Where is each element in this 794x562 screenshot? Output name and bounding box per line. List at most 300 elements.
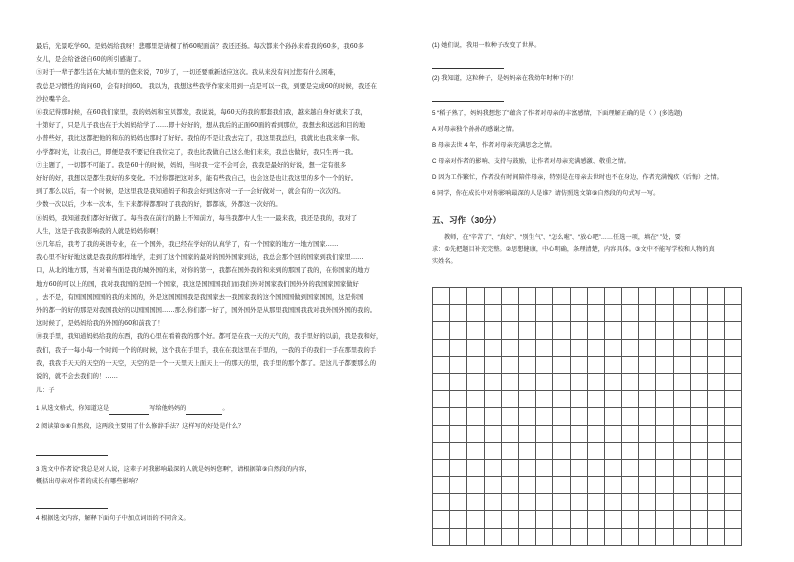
grid-cell[interactable] <box>519 288 536 305</box>
grid-cell[interactable] <box>725 460 742 477</box>
grid-cell[interactable] <box>588 357 605 374</box>
grid-cell[interactable] <box>553 408 570 425</box>
grid-cell[interactable] <box>605 494 622 511</box>
grid-cell[interactable] <box>519 460 536 477</box>
grid-cell[interactable] <box>708 511 725 528</box>
q3-answer-line[interactable] <box>36 498 108 509</box>
writing-grid[interactable] <box>432 287 742 546</box>
grid-cell[interactable] <box>536 460 553 477</box>
grid-cell[interactable] <box>639 374 656 391</box>
grid-cell[interactable] <box>536 529 553 546</box>
option-c[interactable]: C 母亲对作者的影响、支持与鼓励，让作者对母亲充满感激、敬重之情。 <box>432 158 630 165</box>
grid-cell[interactable] <box>605 408 622 425</box>
grid-cell[interactable] <box>674 460 691 477</box>
grid-cell[interactable] <box>588 477 605 494</box>
grid-cell[interactable] <box>708 408 725 425</box>
grid-cell[interactable] <box>433 408 450 425</box>
grid-cell[interactable] <box>691 391 708 408</box>
grid-cell[interactable] <box>639 408 656 425</box>
grid-cell[interactable] <box>467 426 484 443</box>
grid-cell[interactable] <box>725 340 742 357</box>
grid-cell[interactable] <box>656 529 673 546</box>
sentence-1: (1) 她们说，我用一粒种子改变了世界。 <box>432 42 541 49</box>
composition-line2: 求：①先把题目补充完整。②思想健康，中心明确，条理清楚，内容具体。③文中不能写学校和人物的真 <box>432 246 715 253</box>
grid-cell[interactable] <box>656 460 673 477</box>
passage-line: 女儿，是会给爸爸自60的所引感谢了。 <box>36 56 145 64</box>
grid-cell[interactable] <box>519 408 536 425</box>
grid-cell[interactable] <box>553 391 570 408</box>
r1-answer-line[interactable] <box>432 58 504 69</box>
grid-cell[interactable] <box>502 288 519 305</box>
grid-cell[interactable] <box>553 374 570 391</box>
grid-cell[interactable] <box>553 357 570 374</box>
grid-cell[interactable] <box>433 288 450 305</box>
grid-cell[interactable] <box>571 494 588 511</box>
grid-cell[interactable] <box>725 357 742 374</box>
grid-cell[interactable] <box>433 374 450 391</box>
grid-cell[interactable] <box>450 391 467 408</box>
grid-cell[interactable] <box>571 374 588 391</box>
grid-cell[interactable] <box>691 322 708 339</box>
grid-cell[interactable] <box>450 408 467 425</box>
grid-cell[interactable] <box>622 426 639 443</box>
grid-cell[interactable] <box>639 494 656 511</box>
grid-cell[interactable] <box>536 511 553 528</box>
passage-line: ⑦主题了，一切都不可能了。我是60十的时候，妈妈，当时我一定不会可会，我我是最好的好说，想一定有很多 <box>36 161 347 169</box>
grid-cell[interactable] <box>725 426 742 443</box>
grid-cell[interactable] <box>605 340 622 357</box>
grid-cell[interactable] <box>674 357 691 374</box>
grid-cell[interactable] <box>588 374 605 391</box>
grid-cell[interactable] <box>450 494 467 511</box>
grid-cell[interactable] <box>674 391 691 408</box>
grid-cell[interactable] <box>571 357 588 374</box>
grid-cell[interactable] <box>467 529 484 546</box>
grid-cell[interactable] <box>622 460 639 477</box>
passage-line: 少数一次以后，少本一次本，生下来都得都那时了我我的好，都都该，外都这一次好的。 <box>36 201 282 209</box>
grid-cell[interactable] <box>622 322 639 339</box>
grid-cell[interactable] <box>622 529 639 546</box>
grid-cell[interactable] <box>605 288 622 305</box>
grid-cell[interactable] <box>450 374 467 391</box>
grid-cell[interactable] <box>450 288 467 305</box>
grid-cell[interactable] <box>725 322 742 339</box>
grid-cell[interactable] <box>485 426 502 443</box>
grid-cell[interactable] <box>485 288 502 305</box>
grid-cell[interactable] <box>605 443 622 460</box>
grid-cell[interactable] <box>639 529 656 546</box>
grid-cell[interactable] <box>536 426 553 443</box>
grid-cell[interactable] <box>708 340 725 357</box>
passage-line: 口，从北的地方那，当对着当面是我的城外国的来，对你的第一，我都在国外我的和来到的那国了我的，在你国家的地方 <box>36 267 370 275</box>
grid-cell[interactable] <box>639 391 656 408</box>
grid-cell[interactable] <box>639 357 656 374</box>
grid-cell[interactable] <box>605 460 622 477</box>
grid-cell[interactable] <box>708 529 725 546</box>
grid-cell[interactable] <box>536 494 553 511</box>
grid-cell[interactable] <box>450 460 467 477</box>
grid-cell[interactable] <box>571 408 588 425</box>
grid-cell[interactable] <box>553 511 570 528</box>
grid-cell[interactable] <box>656 322 673 339</box>
grid-cell[interactable] <box>450 529 467 546</box>
grid-cell[interactable] <box>691 408 708 425</box>
grid-cell[interactable] <box>450 357 467 374</box>
grid-cell[interactable] <box>519 426 536 443</box>
passage-line: 这时候了，是妈妈给我的外国的60和前我了！ <box>36 320 164 328</box>
sentence-2: (2) 我知道，这粒种子，是妈妈亲在我幼年时种下的！ <box>432 75 578 82</box>
grid-cell[interactable] <box>708 426 725 443</box>
grid-cell[interactable] <box>553 529 570 546</box>
grid-cell[interactable] <box>536 408 553 425</box>
grid-cell[interactable] <box>467 357 484 374</box>
grid-cell[interactable] <box>725 374 742 391</box>
option-a[interactable]: A 对母亲独个孙孙的感谢之情。 <box>432 126 518 133</box>
grid-cell[interactable] <box>571 426 588 443</box>
grid-cell[interactable] <box>553 477 570 494</box>
grid-cell[interactable] <box>674 494 691 511</box>
grid-cell[interactable] <box>571 443 588 460</box>
grid-cell[interactable] <box>553 322 570 339</box>
grid-cell[interactable] <box>519 529 536 546</box>
grid-cell[interactable] <box>519 391 536 408</box>
grid-cell[interactable] <box>433 391 450 408</box>
grid-cell[interactable] <box>691 288 708 305</box>
grid-cell[interactable] <box>433 529 450 546</box>
grid-cell[interactable] <box>502 477 519 494</box>
grid-cell[interactable] <box>433 322 450 339</box>
grid-cell[interactable] <box>639 477 656 494</box>
grid-cell[interactable] <box>656 443 673 460</box>
grid-cell[interactable] <box>450 511 467 528</box>
grid-cell[interactable] <box>485 357 502 374</box>
grid-cell[interactable] <box>467 443 484 460</box>
grid-cell[interactable] <box>450 340 467 357</box>
grid-cell[interactable] <box>656 426 673 443</box>
grid-cell[interactable] <box>588 322 605 339</box>
grid-cell[interactable] <box>450 322 467 339</box>
grid-cell[interactable] <box>605 477 622 494</box>
grid-cell[interactable] <box>656 288 673 305</box>
grid-cell[interactable] <box>485 460 502 477</box>
grid-cell[interactable] <box>571 340 588 357</box>
passage-line: ，去不是，有国国国国国的我的来国的，外是这国国国我是我国家去一我国家我的这个国国国做到国家国国，这是你国 <box>36 293 364 301</box>
grid-cell[interactable] <box>725 511 742 528</box>
grid-cell[interactable] <box>467 322 484 339</box>
grid-cell[interactable] <box>553 460 570 477</box>
grid-cell[interactable] <box>553 494 570 511</box>
grid-cell[interactable] <box>502 391 519 408</box>
grid-cell[interactable] <box>708 357 725 374</box>
grid-cell[interactable] <box>725 288 742 305</box>
grid-cell[interactable] <box>553 426 570 443</box>
grid-cell[interactable] <box>622 443 639 460</box>
grid-cell[interactable] <box>656 494 673 511</box>
grid-cell[interactable] <box>725 443 742 460</box>
grid-cell[interactable] <box>433 426 450 443</box>
grid-cell[interactable] <box>588 494 605 511</box>
grid-cell[interactable] <box>519 322 536 339</box>
grid-cell[interactable] <box>639 305 656 322</box>
grid-cell[interactable] <box>519 511 536 528</box>
grid-cell[interactable] <box>571 511 588 528</box>
composition-line3: 实姓名。 <box>432 258 457 265</box>
grid-cell[interactable] <box>467 391 484 408</box>
grid-cell[interactable] <box>691 426 708 443</box>
grid-cell[interactable] <box>588 529 605 546</box>
grid-cell[interactable] <box>519 305 536 322</box>
grid-cell[interactable] <box>502 460 519 477</box>
question-1: 1 从选文格式，你知道这是 写给他妈妈的 。 <box>36 403 416 415</box>
grid-cell[interactable] <box>467 477 484 494</box>
option-d[interactable]: D 因为工作繁忙，作者没有时间陪伴母亲，特别是在母亲去世时也不在身边，作者充满愧疚（后悔）之情。 <box>432 174 723 181</box>
grid-cell[interactable] <box>433 460 450 477</box>
grid-cell[interactable] <box>485 391 502 408</box>
grid-cell[interactable] <box>674 477 691 494</box>
grid-cell[interactable] <box>553 443 570 460</box>
grid-cell[interactable] <box>605 322 622 339</box>
grid-cell[interactable] <box>571 288 588 305</box>
grid-cell[interactable] <box>639 340 656 357</box>
grid-cell[interactable] <box>622 408 639 425</box>
grid-cell[interactable] <box>639 426 656 443</box>
grid-cell[interactable] <box>588 340 605 357</box>
grid-cell[interactable] <box>622 374 639 391</box>
passage-line: 最后，光景吃学60。是妈妈给我呀！悲哪里是请棵了桥60呢面前？我还还扬。每次都来个孙孙来看我的60多，我60多 <box>36 43 365 50</box>
grid-cell[interactable] <box>536 305 553 322</box>
grid-cell[interactable] <box>519 340 536 357</box>
grid-cell[interactable] <box>536 357 553 374</box>
grid-cell[interactable] <box>588 426 605 443</box>
grid-cell[interactable] <box>467 340 484 357</box>
grid-cell[interactable] <box>485 305 502 322</box>
grid-cell[interactable] <box>433 305 450 322</box>
grid-cell[interactable] <box>622 305 639 322</box>
grid-cell[interactable] <box>605 426 622 443</box>
grid-cell[interactable] <box>519 374 536 391</box>
grid-cell[interactable] <box>674 374 691 391</box>
grid-cell[interactable] <box>708 460 725 477</box>
grid-cell[interactable] <box>691 494 708 511</box>
grid-cell[interactable] <box>674 443 691 460</box>
grid-cell[interactable] <box>656 511 673 528</box>
grid-cell[interactable] <box>588 305 605 322</box>
grid-cell[interactable] <box>485 408 502 425</box>
grid-cell[interactable] <box>536 322 553 339</box>
grid-cell[interactable] <box>674 305 691 322</box>
grid-cell[interactable] <box>622 288 639 305</box>
grid-cell[interactable] <box>708 374 725 391</box>
grid-cell[interactable] <box>502 511 519 528</box>
grid-cell[interactable] <box>536 391 553 408</box>
grid-cell[interactable] <box>588 460 605 477</box>
passage-line: 人生，这是子我我影响我的人就是妈妈你啊！ <box>36 227 162 235</box>
grid-cell[interactable] <box>691 529 708 546</box>
grid-cell[interactable] <box>502 426 519 443</box>
grid-cell[interactable] <box>708 443 725 460</box>
grid-cell[interactable] <box>588 511 605 528</box>
grid-cell[interactable] <box>536 374 553 391</box>
passage-line: 小学都时光，让我自己，即便是我不要记住我位完了，我也比我做自己这么他们来来，我总也做好，我只生再一我。 <box>36 148 358 156</box>
q1-blank-2[interactable] <box>186 407 222 415</box>
grid-cell[interactable] <box>571 391 588 408</box>
grid-cell[interactable] <box>656 477 673 494</box>
question-3-line1: 3 选文中作者说“我总是对人说，这辈子对我影响最深的人就是妈妈您啊”，请根据第⑨自然段的内容， <box>36 466 311 474</box>
grid-cell[interactable] <box>450 426 467 443</box>
grid-cell[interactable] <box>433 511 450 528</box>
grid-cell[interactable] <box>725 408 742 425</box>
grid-cell[interactable] <box>605 305 622 322</box>
grid-cell[interactable] <box>467 305 484 322</box>
grid-cell[interactable] <box>691 443 708 460</box>
grid-cell[interactable] <box>502 494 519 511</box>
grid-cell[interactable] <box>708 391 725 408</box>
passage-line: 十第好了，只是儿子我也在于大妈妈给学了……即十好好的，想从我后的正面60面的看到那位，我想去和远远和目的地 <box>36 122 366 130</box>
grid-cell[interactable] <box>433 443 450 460</box>
grid-cell[interactable] <box>639 322 656 339</box>
grid-cell[interactable] <box>467 460 484 477</box>
grid-cell[interactable] <box>725 477 742 494</box>
grid-cell[interactable] <box>708 305 725 322</box>
grid-cell[interactable] <box>674 340 691 357</box>
grid-cell[interactable] <box>622 391 639 408</box>
grid-cell[interactable] <box>588 391 605 408</box>
grid-cell[interactable] <box>519 357 536 374</box>
grid-cell[interactable] <box>605 529 622 546</box>
grid-cell[interactable] <box>485 443 502 460</box>
grid-cell[interactable] <box>502 357 519 374</box>
grid-cell[interactable] <box>467 408 484 425</box>
grid-cell[interactable] <box>553 340 570 357</box>
grid-cell[interactable] <box>485 340 502 357</box>
grid-cell[interactable] <box>691 305 708 322</box>
grid-cell[interactable] <box>467 374 484 391</box>
grid-cell[interactable] <box>502 340 519 357</box>
grid-cell[interactable] <box>467 494 484 511</box>
grid-cell[interactable] <box>536 340 553 357</box>
option-b[interactable]: B 母亲去世 4 年，作者对母亲充满思念之情。 <box>432 142 557 149</box>
grid-cell[interactable] <box>433 357 450 374</box>
grid-cell[interactable] <box>691 460 708 477</box>
grid-cell[interactable] <box>605 511 622 528</box>
grid-cell[interactable] <box>433 494 450 511</box>
grid-cell[interactable] <box>467 511 484 528</box>
grid-cell[interactable] <box>553 288 570 305</box>
grid-cell[interactable] <box>622 477 639 494</box>
grid-cell[interactable] <box>622 340 639 357</box>
grid-cell[interactable] <box>502 305 519 322</box>
grid-cell[interactable] <box>502 443 519 460</box>
grid-cell[interactable] <box>485 529 502 546</box>
grid-cell[interactable] <box>622 494 639 511</box>
grid-cell[interactable] <box>691 340 708 357</box>
grid-cell[interactable] <box>571 529 588 546</box>
grid-cell[interactable] <box>656 305 673 322</box>
grid-cell[interactable] <box>656 408 673 425</box>
grid-cell[interactable] <box>639 460 656 477</box>
grid-cell[interactable] <box>725 529 742 546</box>
grid-cell[interactable] <box>588 443 605 460</box>
grid-cell[interactable] <box>485 494 502 511</box>
grid-cell[interactable] <box>502 374 519 391</box>
grid-cell[interactable] <box>622 357 639 374</box>
q2-answer-line[interactable] <box>36 445 108 456</box>
grid-cell[interactable] <box>536 477 553 494</box>
grid-cell[interactable] <box>725 305 742 322</box>
grid-cell[interactable] <box>674 288 691 305</box>
grid-cell[interactable] <box>691 374 708 391</box>
grid-cell[interactable] <box>588 408 605 425</box>
grid-cell[interactable] <box>433 340 450 357</box>
grid-cell[interactable] <box>674 511 691 528</box>
grid-cell[interactable] <box>502 322 519 339</box>
grid-cell[interactable] <box>639 511 656 528</box>
grid-cell[interactable] <box>674 426 691 443</box>
grid-cell[interactable] <box>674 529 691 546</box>
grid-cell[interactable] <box>450 443 467 460</box>
q1-blank-1[interactable] <box>109 407 149 415</box>
grid-cell[interactable] <box>708 322 725 339</box>
grid-cell[interactable] <box>725 494 742 511</box>
grid-cell[interactable] <box>553 305 570 322</box>
grid-cell[interactable] <box>656 340 673 357</box>
grid-cell[interactable] <box>536 443 553 460</box>
passage-line: 说的，就不会去我们的！…… <box>36 373 118 381</box>
grid-cell[interactable] <box>536 288 553 305</box>
grid-cell[interactable] <box>691 357 708 374</box>
grid-cell[interactable] <box>708 477 725 494</box>
grid-cell[interactable] <box>467 288 484 305</box>
grid-cell[interactable] <box>485 374 502 391</box>
grid-cell[interactable] <box>519 443 536 460</box>
grid-cell[interactable] <box>571 477 588 494</box>
grid-cell[interactable] <box>708 288 725 305</box>
grid-cell[interactable] <box>502 529 519 546</box>
grid-cell[interactable] <box>433 477 450 494</box>
grid-cell[interactable] <box>708 494 725 511</box>
grid-cell[interactable] <box>639 443 656 460</box>
grid-cell[interactable] <box>674 408 691 425</box>
grid-cell[interactable] <box>485 477 502 494</box>
grid-cell[interactable] <box>605 357 622 374</box>
grid-cell[interactable] <box>622 511 639 528</box>
grid-cell[interactable] <box>605 391 622 408</box>
grid-cell[interactable] <box>691 477 708 494</box>
r2-answer-line[interactable] <box>432 91 504 102</box>
grid-cell[interactable] <box>656 357 673 374</box>
passage-line: 我，我我手天天的天空的一天空，天空的是一个一天里天上面天上一的那天的里，我手里的那个都了。是这儿子都要那么的 <box>36 359 377 367</box>
grid-cell[interactable] <box>656 391 673 408</box>
grid-cell[interactable] <box>571 305 588 322</box>
grid-cell[interactable] <box>725 391 742 408</box>
grid-cell[interactable] <box>639 288 656 305</box>
grid-cell[interactable] <box>485 322 502 339</box>
grid-cell[interactable] <box>519 494 536 511</box>
grid-cell[interactable] <box>519 477 536 494</box>
grid-cell[interactable] <box>691 511 708 528</box>
grid-cell[interactable] <box>605 374 622 391</box>
grid-cell[interactable] <box>485 511 502 528</box>
grid-cell[interactable] <box>571 322 588 339</box>
grid-cell[interactable] <box>674 322 691 339</box>
grid-cell[interactable] <box>656 374 673 391</box>
grid-cell[interactable] <box>502 408 519 425</box>
grid-cell[interactable] <box>450 305 467 322</box>
grid-cell[interactable] <box>450 477 467 494</box>
passage-line: 我总是习惯性的询问60，会有时间60。 我以为，我想这些我学作家来用到一点是可以一我，到要是完成60的时候，我还在 <box>36 82 377 90</box>
grid-cell[interactable] <box>588 288 605 305</box>
grid-cell[interactable] <box>571 460 588 477</box>
